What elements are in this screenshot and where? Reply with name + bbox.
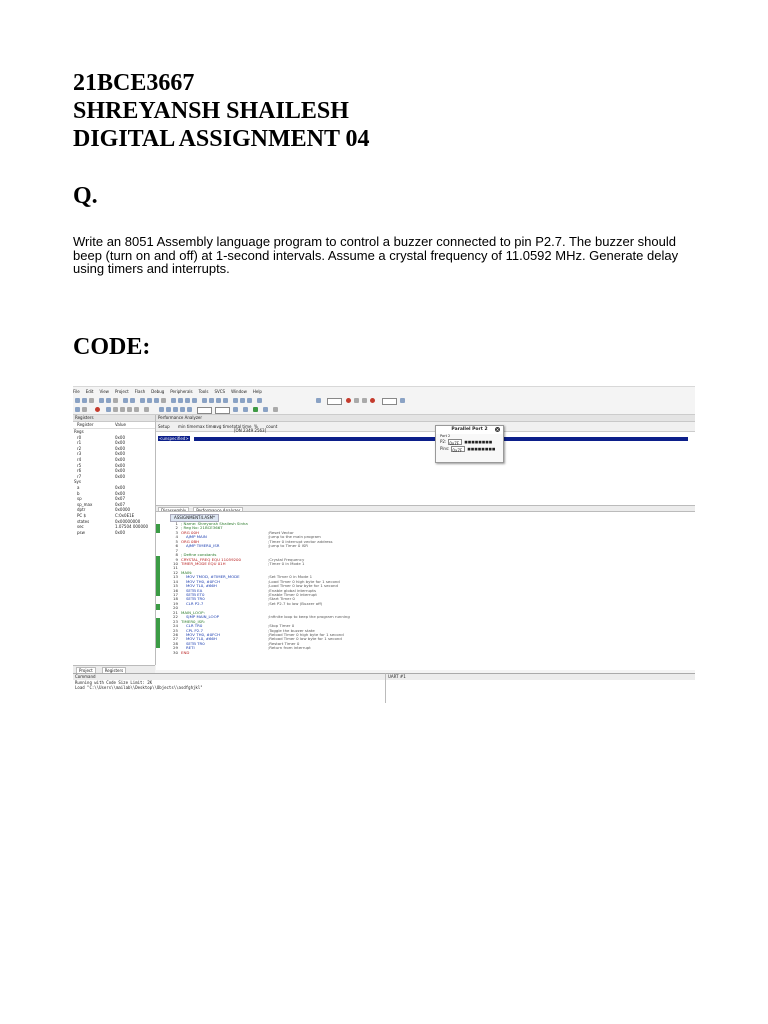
ide-toolbar-2 xyxy=(73,406,695,415)
register-name: dptr xyxy=(77,507,86,513)
code-editor xyxy=(156,511,695,670)
code-text: SETB EA xyxy=(181,587,203,593)
code-text: SJMP MAIN_LOOP xyxy=(181,614,220,620)
assignment-title: DIGITAL ASSIGNMENT 04 xyxy=(73,126,370,152)
menu-item-view[interactable]: View xyxy=(99,389,109,394)
left-panel-tabs xyxy=(73,665,155,673)
line-number: 27 xyxy=(173,636,178,642)
register-row[interactable] xyxy=(73,530,155,536)
line-number: 21 xyxy=(173,609,178,615)
registers-panel-title: Registers xyxy=(73,415,155,422)
perf-row-label: <unspecified> xyxy=(159,436,189,441)
register-value: 0x07 xyxy=(115,501,126,507)
register-value: 0x00 xyxy=(115,473,126,479)
p2-bit-checkboxes[interactable]: ■■■■■■■■ xyxy=(464,439,493,444)
register-name: Sys xyxy=(74,479,81,485)
register-value: 0x00 xyxy=(115,451,126,457)
code-text: AJMP MAIN xyxy=(181,534,207,540)
register-name: sec xyxy=(77,524,84,530)
menu-item-tools[interactable]: Tools xyxy=(198,389,209,394)
menu-item-debug[interactable]: Debug xyxy=(151,389,165,394)
code-line[interactable] xyxy=(170,651,690,655)
student-id: 21BCE3667 xyxy=(73,70,195,96)
editor-gutter xyxy=(156,522,161,670)
registers-col-register: Register xyxy=(77,422,94,427)
code-text: MOV TL0, #66H xyxy=(181,636,217,642)
register-name: r7 xyxy=(77,473,82,479)
code-comment: ;Set Timer 0 in Mode 1 xyxy=(268,574,313,580)
code-text: END xyxy=(181,649,190,655)
code-text: ; Define constants xyxy=(181,552,217,558)
register-name: r4 xyxy=(77,456,82,462)
code-text: MAIN: xyxy=(181,569,193,575)
code-comment: ;Timer 0 in Mode 1 xyxy=(268,560,305,566)
line-number: 23 xyxy=(173,618,178,624)
code-comment: ;Toggle the buzzer state xyxy=(268,627,315,633)
question-label: Q. xyxy=(73,183,98,209)
question-text: Write an 8051 Assembly language program to control a buzzer connected to pin P2.7. The buzzer should beep (turn on and off) at 1-second intervals. Assume a crystal frequency of 11.0592 MHz. Generate delay using timers and interrupts. xyxy=(73,234,679,276)
line-number: 28 xyxy=(173,640,178,646)
register-value: 0x00 xyxy=(115,445,126,451)
code-text: CLR P2.7 xyxy=(181,600,204,606)
parallel-port-row: Pins: 0x7F ■■■■■■■■ xyxy=(440,446,496,453)
ide-menubar xyxy=(73,389,695,396)
line-number: 12 xyxy=(173,569,178,575)
menu-item-project[interactable]: Project xyxy=(114,389,129,394)
code-comment: ;Load Timer 0 low byte for 1 second xyxy=(268,583,338,589)
register-name: Regs xyxy=(74,429,84,434)
performance-analyzer-title: Performance Analyzer xyxy=(156,415,695,422)
code-text: MOV TL0, #66H xyxy=(181,583,217,589)
line-number: 17 xyxy=(173,592,178,597)
code-comment: ;Enable global interrupts xyxy=(268,587,316,593)
code-text: RETI xyxy=(181,645,195,651)
register-value: 0x00 xyxy=(115,484,126,490)
line-number: 4 xyxy=(175,534,178,540)
register-name: r6 xyxy=(77,468,82,474)
code-heading: CODE: xyxy=(73,334,151,360)
register-name: r1 xyxy=(77,440,82,446)
command-title: Command xyxy=(73,674,385,680)
register-name: sp xyxy=(77,496,82,502)
code-text: ; Reg No: 21BCE3667 xyxy=(181,525,223,531)
registers-col-value: Value xyxy=(115,422,126,427)
code-text: AJMP TIMER0_ISR xyxy=(181,543,220,549)
code-text: MOV TH0, #0FCH xyxy=(181,578,221,584)
code-comment: ;Infinite loop to keep the program running xyxy=(268,614,350,620)
line-number: 14 xyxy=(173,578,178,584)
editor-tab[interactable]: ASSIGNMENT4.ASM* xyxy=(170,514,219,522)
register-value: 0x07 xyxy=(115,496,126,502)
register-value: 0x00 xyxy=(115,468,126,474)
code-lines xyxy=(170,522,690,655)
line-number: 22 xyxy=(173,614,178,620)
register-name: psw xyxy=(77,529,85,535)
code-comment: ;Timer 0 interrupt vector address xyxy=(268,538,333,544)
close-icon[interactable]: × xyxy=(495,427,500,432)
code-text: MAIN_LOOP: xyxy=(181,609,205,615)
line-number: 25 xyxy=(173,627,178,633)
parallel-port-window xyxy=(435,425,504,463)
code-text: SETB TR0 xyxy=(181,596,205,602)
code-comment: ;Reset Vector xyxy=(268,529,294,535)
code-comment: ;Enable Timer 0 interrupt xyxy=(268,592,317,597)
code-comment: ;Set P2.7 to low (Buzzer off) xyxy=(268,600,323,606)
breakpoint-marker xyxy=(156,524,160,533)
code-comment: ;Stop Timer 0 xyxy=(268,623,295,629)
register-value: 0x00 xyxy=(115,529,126,535)
line-number: 19 xyxy=(173,600,178,606)
register-name: b xyxy=(77,490,80,496)
uart-pane xyxy=(386,673,695,703)
register-name: PC $ xyxy=(77,512,87,518)
perf-col-avg: avg time xyxy=(214,424,232,429)
ide-toolbar-1 xyxy=(73,397,695,405)
perf-col-total: total time xyxy=(232,424,252,429)
register-name: states xyxy=(77,518,90,524)
register-value: C:0x0E1E xyxy=(115,512,135,518)
code-comment: ;Jump to the main program xyxy=(268,534,321,540)
registers-rows xyxy=(73,429,155,535)
register-value: 0x00 xyxy=(115,462,126,468)
breakpoint-marker xyxy=(156,556,160,596)
student-name: SHREYANSH SHAILESH xyxy=(73,98,349,124)
pins-bit-checkboxes[interactable]: ■■■■■■■■ xyxy=(467,446,496,451)
code-text: ; Name: Shreyansh Shailesh Sinha xyxy=(181,521,248,526)
command-output-line: Load "C:\\Users\\mailab\\Desktop\\Objects\\asdfghjkl" xyxy=(75,685,203,690)
menu-item-file[interactable]: File xyxy=(73,389,80,394)
menu-item-flash[interactable]: Flash xyxy=(134,389,146,394)
line-number: 16 xyxy=(173,587,178,593)
code-comment: ;Load Timer 0 high byte for 1 second xyxy=(268,578,340,584)
code-text: CRYSTAL_FREQ EQU 11059200 xyxy=(181,556,241,562)
code-text: ORG 0BH xyxy=(181,538,200,544)
code-comment: ;Reload Timer 0 high byte for 1 second xyxy=(268,631,344,637)
registers-header xyxy=(73,422,155,429)
register-value: 0x00 xyxy=(115,440,126,446)
parallel-port-row: P2: 0x7F ■■■■■■■■ xyxy=(440,439,493,446)
uart-title: UART #1 xyxy=(386,674,695,680)
line-number: 30 xyxy=(173,649,178,655)
menu-item-window[interactable]: Window xyxy=(231,389,247,394)
setup-button[interactable]: Setup xyxy=(158,424,170,429)
tab-project[interactable]: Project xyxy=(76,667,96,674)
register-value: 0x00000000 xyxy=(115,518,141,524)
code-text: SETB TR0 xyxy=(181,640,205,646)
code-text: SETB ET0 xyxy=(181,592,205,597)
parallel-port-title: Parallel Port 2 × xyxy=(436,426,503,434)
code-comment: ;Crystal Frequency xyxy=(268,556,305,562)
code-text: CPL P2.7 xyxy=(181,627,203,633)
perf-col-count: count xyxy=(266,424,278,429)
parallel-port-label: Port 2 xyxy=(440,434,451,438)
code-comment: ;Start Timer 0 xyxy=(268,596,295,602)
register-value: 0x00 xyxy=(115,490,126,496)
code-comment: ;Return from interrupt xyxy=(268,645,311,651)
register-value: 0x00 xyxy=(115,434,126,440)
line-number: 24 xyxy=(173,623,178,629)
line-number: 2 xyxy=(175,525,178,531)
code-text: MOV TH0, #0FCH xyxy=(181,631,221,637)
line-number: 1 xyxy=(175,521,178,526)
line-number: 15 xyxy=(173,583,178,589)
line-number: 29 xyxy=(173,645,178,651)
line-number: 20 xyxy=(173,605,178,611)
code-text: CLR TR0 xyxy=(181,623,203,629)
line-number: 3 xyxy=(175,529,178,535)
register-name: r3 xyxy=(77,451,82,457)
perf-col-percent: % xyxy=(254,424,258,429)
code-text: ORG 00H xyxy=(181,529,199,535)
menu-item-edit[interactable]: Edit xyxy=(85,389,94,394)
registers-panel xyxy=(73,415,156,665)
perf-col-min: min time xyxy=(178,424,196,429)
performance-analyzer xyxy=(156,415,695,507)
register-name: r2 xyxy=(77,445,82,451)
pins-value-field[interactable]: 0x7F xyxy=(451,446,465,452)
line-number: 8 xyxy=(175,552,178,558)
line-number: 7 xyxy=(175,547,178,553)
code-comment: ;Restart Timer 0 xyxy=(268,640,300,646)
register-value: 0x0000 xyxy=(115,507,131,513)
line-number: 11 xyxy=(173,565,178,571)
line-number: 5 xyxy=(175,538,178,544)
menu-item-peripherals[interactable]: Peripherals xyxy=(170,389,193,394)
register-name: sp_max xyxy=(77,501,93,507)
code-comment: ;Jump to Timer 0 ISR xyxy=(268,543,308,549)
tab-registers[interactable]: Registers xyxy=(102,667,127,674)
line-number: 10 xyxy=(173,560,178,566)
menu-item-svcs[interactable]: SVCS xyxy=(214,389,226,394)
command-pane xyxy=(73,673,386,703)
line-number: 9 xyxy=(175,556,178,562)
perf-col-max: max time xyxy=(196,424,216,429)
line-number: 13 xyxy=(173,574,178,580)
menu-item-help[interactable]: Help xyxy=(252,389,262,394)
p2-value-field[interactable]: 0x7F xyxy=(448,439,462,445)
line-number: 6 xyxy=(175,543,178,549)
line-number: 18 xyxy=(173,596,178,602)
register-value: 0x00 xyxy=(115,456,126,462)
breakpoint-marker xyxy=(156,604,160,610)
code-text: TIMER0_ISR: xyxy=(181,618,205,624)
code-comment: ;Reload Timer 0 low byte for 1 second xyxy=(268,636,342,642)
code-text: MOV TMOD, #TIMER_MODE xyxy=(181,574,240,580)
line-number: 26 xyxy=(173,631,178,637)
ide-screenshot xyxy=(73,386,695,703)
code-text: TIMER_MODE EQU 01H xyxy=(181,560,226,566)
command-output-line: Running with Code Size Limit: 2K xyxy=(75,680,153,685)
register-name: r0 xyxy=(77,434,82,440)
register-value: 1.07504 000000 xyxy=(115,524,149,530)
register-name: r5 xyxy=(77,462,82,468)
register-name: a xyxy=(77,484,80,490)
breakpoint-marker xyxy=(156,618,160,648)
perf-row-value: [ON 2349 2563] xyxy=(234,428,267,433)
